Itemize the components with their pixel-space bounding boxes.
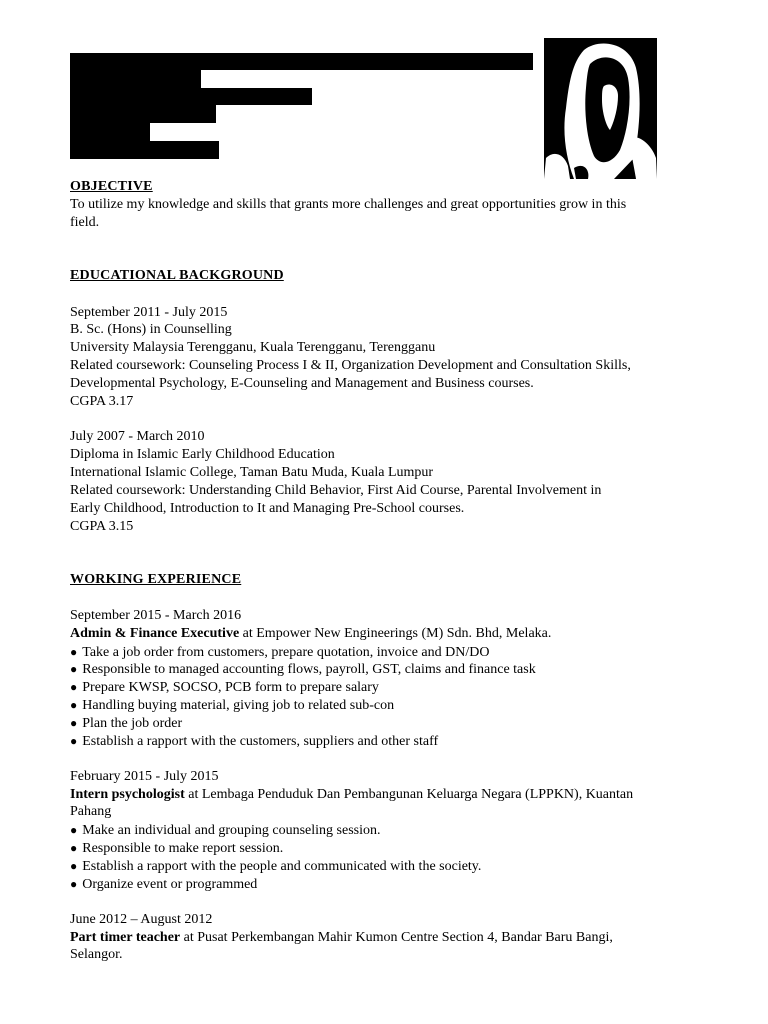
objective-text: field. — [70, 215, 100, 230]
job-title: Intern psychologist — [70, 787, 185, 802]
education-dates: September 2011 - July 2015 — [70, 305, 228, 320]
education-coursework: Developmental Psychology, E-Counseling and Management and Business courses. — [70, 376, 534, 391]
redacted-contact-block — [70, 141, 219, 159]
redacted-contact-block — [70, 123, 150, 141]
job-employer-cont: Pahang — [70, 804, 112, 819]
job-position — [70, 786, 633, 804]
job-position — [70, 625, 551, 643]
job-employer: at Empower New Engineerings (M) Sdn. Bhd, Melaka. — [239, 626, 552, 641]
job-duty: ● Establish a rapport with the customers, suppliers and other staff — [70, 732, 438, 751]
job-dates: September 2015 - March 2016 — [70, 608, 242, 623]
job-duty: ● Handling buying material, giving job to related sub-con — [70, 696, 394, 715]
education-cgpa: CGPA 3.17 — [70, 394, 134, 409]
job-employer: at Pusat Perkembangan Mahir Kumon Centre Section 4, Bandar Baru Bangi, — [180, 930, 613, 945]
education-coursework: Related coursework: Understanding Child Behavior, First Aid Course, Parental Involvement in — [70, 483, 602, 498]
job-duty: ● Responsible to managed accounting flows, payroll, GST, claims and finance task — [70, 660, 536, 679]
job-dates: June 2012 – August 2012 — [70, 912, 213, 927]
work-heading: WORKING EXPERIENCE — [70, 572, 242, 587]
education-coursework: Early Childhood, Introduction to It and Managing Pre-School courses. — [70, 501, 465, 516]
profile-photo — [544, 38, 657, 179]
portrait-image — [544, 38, 657, 179]
education-dates: July 2007 - March 2010 — [70, 429, 205, 444]
objective-text: To utilize my knowledge and skills that grants more challenges and great opportunities grow in this — [70, 197, 627, 212]
education-qualification: Diploma in Islamic Early Childhood Education — [70, 447, 335, 462]
objective-heading: OBJECTIVE — [70, 179, 153, 194]
job-duty: ● Prepare KWSP, SOCSO, PCB form to prepare salary — [70, 678, 379, 697]
education-cgpa: CGPA 3.15 — [70, 519, 134, 534]
job-duty: ● Take a job order from customers, prepare quotation, invoice and DN/DO — [70, 643, 489, 662]
education-heading: EDUCATIONAL BACKGROUND — [70, 268, 284, 283]
education-qualification: B. Sc. (Hons) in Counselling — [70, 322, 232, 337]
redacted-contact-block — [70, 88, 312, 105]
job-duty: ● Make an individual and grouping counseling session. — [70, 821, 380, 840]
redacted-contact-block — [70, 105, 216, 123]
education-institution: International Islamic College, Taman Batu Muda, Kuala Lumpur — [70, 465, 434, 480]
job-title: Part timer teacher — [70, 930, 181, 945]
redacted-contact-block — [70, 70, 201, 88]
job-duty: ● Responsible to make report session. — [70, 839, 283, 858]
redacted-name-block — [70, 53, 533, 70]
job-dates: February 2015 - July 2015 — [70, 769, 219, 784]
job-title: Admin & Finance Executive — [70, 626, 240, 641]
job-employer: at Lembaga Penduduk Dan Pembangunan Keluarga Negara (LPPKN), Kuantan — [184, 787, 634, 802]
job-duty: ● Establish a rapport with the people and communicated with the society. — [70, 857, 481, 876]
education-institution: University Malaysia Terengganu, Kuala Terengganu, Terengganu — [70, 340, 436, 355]
job-employer-cont: Selangor. — [70, 947, 123, 962]
job-duty: ● Organize event or programmed — [70, 875, 257, 894]
education-coursework: Related coursework: Counseling Process I & II, Organization Development and Consultation Skills, — [70, 358, 631, 373]
job-position — [70, 929, 613, 947]
job-duty: ● Plan the job order — [70, 714, 182, 733]
